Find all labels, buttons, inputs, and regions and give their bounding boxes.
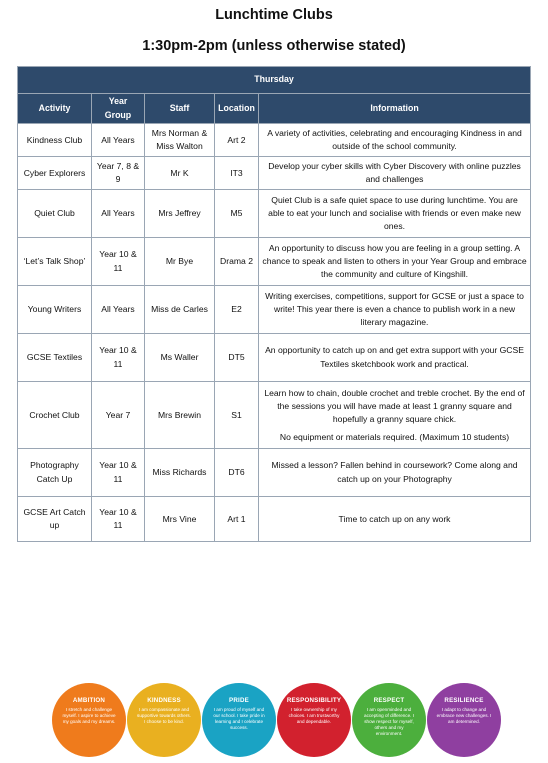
cell-location: IT3 [215,157,259,190]
cell-information: A variety of activities, celebrating and encouraging Kindness in and outside of the school community. [259,124,531,157]
cell-activity: GCSE Textiles [18,334,92,382]
cell-activity: Young Writers [18,286,92,334]
day-banner-row [18,67,531,94]
cell-year-group: Year 10 & 11 [92,449,145,497]
page-title: Lunchtime Clubs [215,7,333,23]
cell-information: Time to catch up on any work [259,497,531,542]
table-row [18,334,531,382]
table-row [18,449,531,497]
value-text: I am openminded and accepting of difference. I show respect for myself, others and my environment. [364,707,414,736]
value-title: RESPECT [373,697,405,704]
cell-information: Develop your cyber skills with Cyber Discovery with online puzzles and challenges [259,157,531,190]
value-text: I stretch and challenge myself. I aspire to achieve my goals and my dreams. [62,707,116,724]
cell-year-group: Year 10 & 11 [92,334,145,382]
value-title: RESILIENCE [444,697,484,704]
cell-location: S1 [215,382,259,449]
cell-staff: Miss Richards [145,449,215,497]
header-location: Location [215,94,259,124]
cell-location: Drama 2 [215,238,259,286]
cell-location: DT5 [215,334,259,382]
cell-year-group: All Years [92,124,145,157]
cell-year-group: Year 7 [92,382,145,449]
cell-staff: Mrs Jeffrey [145,190,215,238]
cell-location: Art 2 [215,124,259,157]
table-row [18,286,531,334]
table-row [18,238,531,286]
value-resilience [427,683,501,757]
cell-activity: Kindness Club [18,124,92,157]
value-pride [202,683,276,757]
cell-staff: Mrs Norman & Miss Walton [145,124,215,157]
cell-activity: GCSE Art Catch up [18,497,92,542]
school-values [52,683,502,758]
table-row [18,497,531,542]
cell-staff: Mr Bye [145,238,215,286]
cell-information: An opportunity to discuss how you are feeling in a group setting. A chance to speak and listen to others in your Year Group and embrace the community and culture of Kingshill. [259,238,531,286]
value-respect [352,683,426,757]
table-row [18,157,531,190]
cell-information: Missed a lesson? Fallen behind in coursework? Come along and catch up on your Photography [259,449,531,497]
header-year-group: Year Group [92,94,145,124]
cell-staff: Mrs Brewin [145,382,215,449]
cell-activity: Crochet Club [18,382,92,449]
table-row [18,382,531,449]
cell-location: Art 1 [215,497,259,542]
cell-information: Quiet Club is a safe quiet space to use during lunchtime. You are able to eat your lunch and socialise with friends or even make new ones. [259,190,531,238]
cell-staff: Mr K [145,157,215,190]
cell-activity: ‘Let’s Talk Shop’ [18,238,92,286]
value-responsibility [277,683,351,757]
value-title: PRIDE [229,697,249,704]
info-note: No equipment or materials required. (Maximum 10 students) [279,431,510,442]
day-banner: Thursday [18,67,531,94]
value-text: I am compassionate and supportive towards others. I choose to be kind. [137,707,191,724]
header-row [18,94,531,124]
cell-year-group: All Years [92,286,145,334]
cell-year-group: Year 10 & 11 [92,497,145,542]
cell-staff: Mrs Vine [145,497,215,542]
value-title: AMBITION [72,697,106,704]
page-subtitle: 1:30pm-2pm (unless otherwise stated) [142,38,406,54]
value-ambition [52,683,126,757]
header-information: Information [259,94,531,124]
cell-year-group: All Years [92,190,145,238]
cell-information: An opportunity to catch up on and get extra support with your GCSE Textiles sketchbook work and practical. [259,334,531,382]
cell-staff: Miss de Carles [145,286,215,334]
cell-location: E2 [215,286,259,334]
cell-year-group: Year 7, 8 & 9 [92,157,145,190]
cell-year-group: Year 10 & 11 [92,238,145,286]
value-text: I am proud of myself and our school. I take pride in learning and I celebrate success. [213,707,265,730]
value-title: KINDNESS [147,697,181,704]
cell-staff: Ms Waller [145,334,215,382]
cell-location: DT6 [215,449,259,497]
value-text: I adapt to change and embrace new challenges. I am determined. [436,707,492,724]
table-row [18,124,531,157]
value-title: RESPONSIBILITY [286,697,342,704]
value-kindness [127,683,201,757]
info-text: Learn how to chain, double crochet and treble crochet. By the end of the sessions you will have made at least 1 granny square and hopefully a granny square chick. [264,387,525,425]
cell-information [259,382,531,449]
header-staff: Staff [145,94,215,124]
header-activity: Activity [18,94,92,124]
value-text: I take ownership of my choices. I am trustworthy and dependable. [288,707,340,724]
cell-activity: Cyber Explorers [18,157,92,190]
cell-location: M5 [215,190,259,238]
cell-information: Writing exercises, competitions, support for GCSE or just a space to write! This year there is even a chance to publish work in a new literary magazine. [259,286,531,334]
cell-activity: Quiet Club [18,190,92,238]
cell-activity: Photography Catch Up [18,449,92,497]
table-row [18,190,531,238]
clubs-table [17,66,531,542]
